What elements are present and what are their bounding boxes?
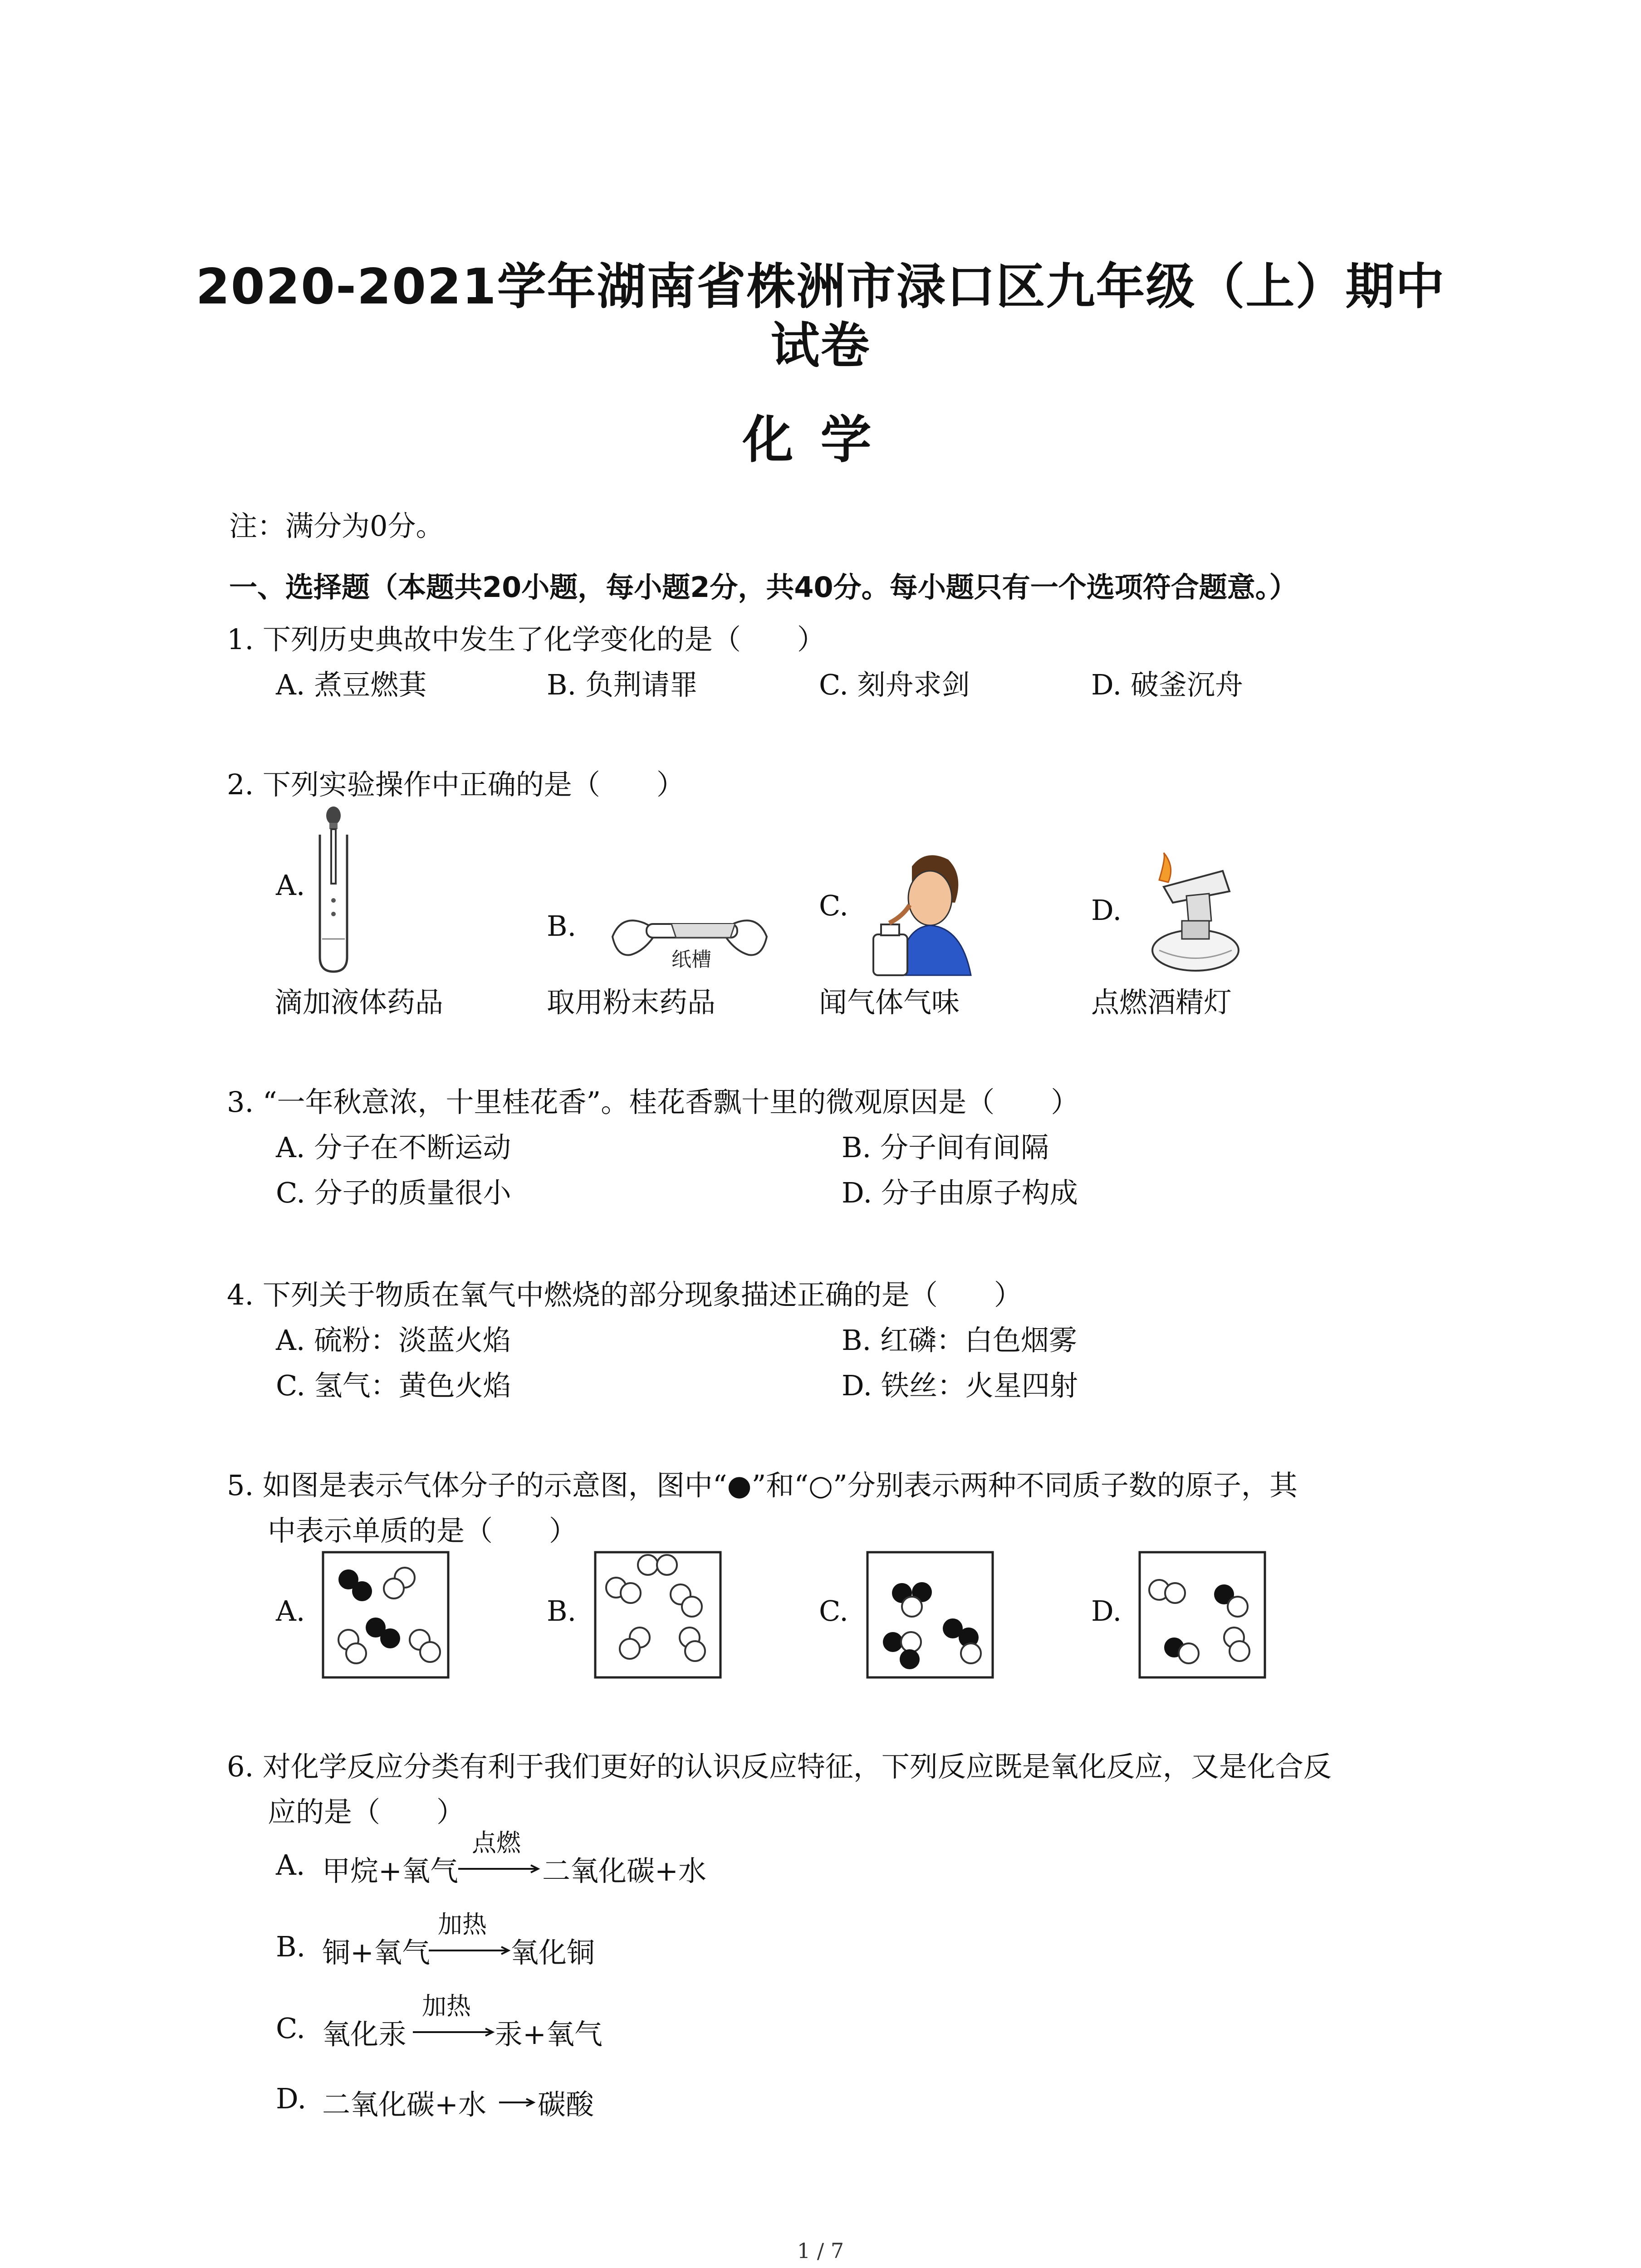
q4-option-a: A. 硫粉：淡蓝火焰	[276, 1324, 511, 1357]
paper-trough-illustration	[603, 887, 776, 978]
q3-option-b: B. 分子间有间隔	[842, 1131, 1049, 1164]
q6-option-c-left: 氧化汞	[322, 2018, 407, 2051]
molecule-box-c	[867, 1551, 994, 1678]
q2-letter-b: B.	[547, 909, 577, 943]
reaction-arrow-icon	[413, 2028, 495, 2037]
q2-caption-d: 点燃酒精灯	[1091, 986, 1232, 1019]
molecule-box-b	[594, 1551, 721, 1678]
paper-trough-label: 纸槽	[671, 948, 711, 971]
score-note: 注：满分为0分。	[229, 509, 444, 543]
q6-option-b-right: 氧化铜	[510, 1936, 595, 1969]
q1-option-c: C. 刻舟求剑	[819, 668, 970, 701]
reaction-arrow-icon	[458, 1864, 540, 1873]
q4-option-c: C. 氢气：黄色火焰	[276, 1369, 511, 1402]
q5-letter-d: D.	[1091, 1594, 1122, 1628]
molecule-box-a	[322, 1551, 449, 1678]
q6-option-d-right: 碳酸	[538, 2088, 594, 2121]
q6-option-b-condition: 加热	[438, 1910, 487, 1939]
q6-option-d-letter: D.	[276, 2082, 307, 2115]
q6-stem-line1: 6. 对化学反应分类有利于我们更好的认识反应特征，下列反应既是氧化反应，又是化合反	[227, 1750, 1332, 1783]
q6-option-a-letter: A.	[276, 1848, 305, 1882]
q3-option-a: A. 分子在不断运动	[276, 1131, 511, 1164]
q1-option-d: D. 破釜沉舟	[1091, 668, 1243, 701]
section-heading: 一、选择题（本题共20小题，每小题2分，共40分。每小题只有一个选项符合题意。）	[229, 571, 1298, 604]
subject-heading: 化学	[742, 411, 899, 469]
q1-option-a: A. 煮豆燃萁	[276, 668, 427, 701]
smelling-gas-illustration	[857, 848, 975, 975]
page-title-line2: 试卷	[770, 318, 871, 374]
alcohol-lamp-illustration	[1132, 853, 1250, 975]
q2-letter-a: A.	[276, 869, 305, 902]
q3-option-c: C. 分子的质量很小	[276, 1176, 511, 1209]
q6-option-d-left: 二氧化碳+水	[322, 2088, 486, 2121]
q6-option-c-right: 汞+氧气	[495, 2018, 603, 2051]
q6-stem-line2: 应的是（ ）	[268, 1795, 465, 1828]
q5-letter-c: C.	[819, 1594, 848, 1628]
q6-option-a-left: 甲烷+氧气	[322, 1854, 458, 1887]
molecule-box-d	[1139, 1551, 1266, 1678]
q5-stem-line2: 中表示单质的是（ ）	[268, 1514, 578, 1547]
q2-caption-c: 闻气体气味	[819, 986, 960, 1019]
dropper-tube-illustration	[309, 803, 358, 975]
q1-stem: 1. 下列历史典故中发生了化学变化的是（ ）	[227, 623, 825, 656]
q4-option-d: D. 铁丝：火星四射	[842, 1369, 1078, 1402]
q2-letter-d: D.	[1091, 894, 1122, 927]
q4-option-b: B. 红磷：白色烟雾	[842, 1324, 1077, 1357]
q6-option-b-left: 铜+氧气	[322, 1936, 430, 1969]
q2-letter-c: C.	[819, 889, 848, 922]
q6-option-c-letter: C.	[276, 2012, 305, 2045]
page-title-line1: 2020-2021学年湖南省株洲市渌口区九年级（上）期中	[196, 259, 1445, 315]
reaction-arrow-icon	[429, 1946, 510, 1955]
q3-stem: 3. “一年秋意浓，十里桂花香”。桂花香飘十里的微观原因是（ ）	[227, 1085, 1079, 1119]
q6-option-c-condition: 加热	[422, 1992, 471, 2020]
page-number: 1 / 7	[797, 2239, 844, 2263]
q5-letter-b: B.	[547, 1594, 577, 1628]
q5-letter-a: A.	[276, 1594, 305, 1628]
q3-option-d: D. 分子由原子构成	[842, 1176, 1078, 1209]
reaction-arrow-icon	[499, 2098, 535, 2107]
q6-option-a-condition: 点燃	[472, 1828, 521, 1857]
q4-stem: 4. 下列关于物质在氧气中燃烧的部分现象描述正确的是（ ）	[227, 1278, 1022, 1311]
q2-caption-a: 滴加液体药品	[274, 986, 444, 1019]
q6-option-b-letter: B.	[276, 1930, 306, 1963]
q2-stem: 2. 下列实验操作中正确的是（ ）	[227, 768, 685, 801]
q5-stem-line1: 5. 如图是表示气体分子的示意图，图中“●”和“○”分别表示两种不同质子数的原子，其	[227, 1469, 1298, 1502]
q2-caption-b: 取用粉末药品	[547, 986, 716, 1019]
q1-option-b: B. 负荆请罪	[547, 668, 698, 701]
q6-option-a-right: 二氧化碳+水	[542, 1854, 706, 1887]
